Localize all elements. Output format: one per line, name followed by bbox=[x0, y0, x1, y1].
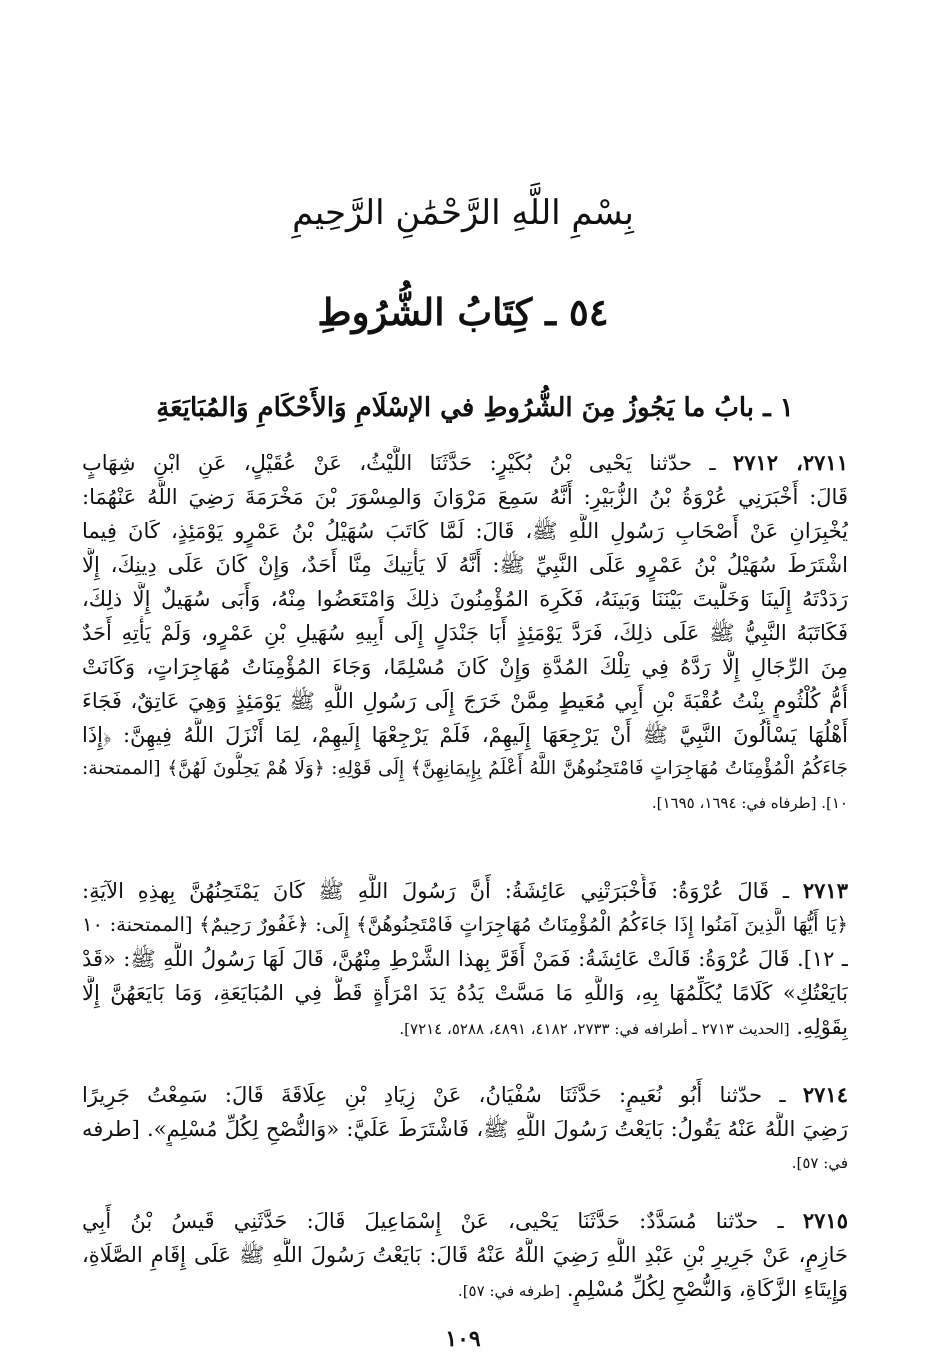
text-line: ﴿يَا أَيُّهَا الَّذِينَ آمَنُوا إِذَا جَاءَكُمُ الْمُؤْمِنَاتُ مُهَاجِرَاتٍ فَامْتَحِنُوهُنَّ﴾ إِلَى: ﴿غَفُورٌ رَحِيمٌ﴾ [الممتحنة: ١٠ bbox=[82, 913, 848, 936]
hadith-number: ٢٧١٥ bbox=[802, 1208, 848, 1233]
text-line: اشْتَرَطَ سُهَيْلُ بْنُ عَمْرٍو عَلَى النَّبِيِّ ﷺ: أَنَّهُ لَا يَأْتِيكَ مِنَّا أَحَدٌ، وَإِنْ كَانَ عَلَى دِينِكَ، إِلَّا bbox=[82, 553, 848, 577]
text-line: وَإِيتَاءِ الزَّكَاةِ، وَالنُّصْحِ لِكُلِّ مُسْلِمٍ. [طرفه في: ٥٧]. bbox=[457, 1277, 848, 1301]
text-line: أُمُّ كُلْثُومٍ بِنْتُ عُقْبَةَ بْنِ أَبِي مُعَيطٍ مِمَّنْ خَرَجَ إِلَى رَسُولِ اللَّهِ ﷺ يَوْمَئِذٍ وَهِيَ عَاتِقٌ، فَجَاءَ bbox=[82, 689, 848, 713]
text-line: ٢٧١٥ ـ حدّثنا مُسَدَّدٌ: حَدَّثَنَا يَحْيى، عَنْ إِسْمَاعِيلَ قَالَ: حَدَّثَنِي قَيسُ بْنُ أَبِي bbox=[82, 1208, 848, 1233]
text-line: أَهْلُهَا يَسْأَلُونَ النَّبِيَّ ﷺ أَنْ يَرْجِعَهَا إِلَيهِمْ، فَلَمْ يَرْجِعْهَا إِلَيهِمْ، لِمَا أَنْزَلَ اللَّهُ فِيهِنَّ: ﴿إِذَا bbox=[82, 723, 848, 747]
hadith-number: ٢٧١٤ bbox=[802, 1082, 848, 1107]
reference-note: في: ٥٧]. bbox=[791, 1154, 848, 1172]
hadith-2711-2712 bbox=[82, 446, 848, 820]
reference-note: [طرفه في: ٥٧]. bbox=[457, 1282, 561, 1300]
text-line: ٢٧١٤ ـ حدّثنا أَبُو نُعَيمٍ: حَدَّثَنَا سُفْيَانُ، عَنْ زِيَادِ بْنِ عِلَاقَةَ قَالَ: سَمِعْتُ جَرِيرًا bbox=[82, 1082, 848, 1107]
text-line: رَضِيَ اللَّهُ عَنْهُ يَقُولُ: بَايَعْتُ رَسُولَ اللَّهِ ﷺ، فَاشْتَرَطَ عَلَيَّ: «وَالنُّصْحِ لِكُلِّ مُسْلِمٍ». [طرفه bbox=[82, 1117, 848, 1141]
reference-note: [الحديث ٢٧١٣ ـ أطرافه في: ٢٧٣٣، ٤١٨٢، ٤٨٩١، ٥٢٨٨، ٧٢١٤]. bbox=[399, 1020, 790, 1038]
text-line: قَالَ: أَخْبَرَنِي عُرْوَةُ بْنُ الزُّبَيْرِ: أَنَّهُ سَمِعَ مَرْوَانَ وَالمِسْوَرَ بْنَ مَخْرَمَةَ رَضِيَ اللَّهُ عَنْهُمَا: bbox=[82, 485, 848, 509]
hadith-number: ٢٧١١، ٢٧١٢ bbox=[732, 450, 848, 475]
hadith-2714 bbox=[82, 1078, 848, 1180]
text-line: فَكَاتَبَهُ النَّبِيُّ ﷺ عَلَى ذلِكَ، فَرَدَّ يَوْمَئِذٍ أَبَا جَنْدَلٍ إِلَى أَبِيهِ سُهَيلِ بْنِ عَمْرٍو، وَلَمْ يَأْتِهِ أَحَدٌ bbox=[82, 621, 848, 645]
text-line: بِقَوْلِهِ. [الحديث ٢٧١٣ ـ أطرافه في: ٢٧٣٣، ٤١٨٢، ٤٨٩١، ٥٢٨٨، ٧٢١٤]. bbox=[399, 1015, 848, 1039]
hadith-2715 bbox=[82, 1204, 848, 1306]
section-title: ١ ـ بابُ ما يَجُوزُ مِنَ الشُّرُوطِ في الإسْلَامِ وَالأَحْكَامِ وَالمُبَايَعَةِ bbox=[156, 393, 794, 423]
text-line: ٢٧١٣ ـ قَالَ عُرْوَةُ: فَأَخْبَرَتْنِي عَائِشَةُ: أَنَّ رَسُولَ اللَّهِ ﷺ كَانَ يَمْتَحِنُهُنَّ بِهذِهِ الآيَةِ: bbox=[82, 878, 848, 903]
hadith-2713 bbox=[82, 874, 848, 1044]
basmala: بِسْمِ اللَّهِ الرَّحْمَٰنِ الرَّحِيمِ bbox=[292, 193, 634, 233]
text-line: حَازِمٍ، عَنْ جَرِيرِ بْنِ عَبْدِ اللَّهِ رَضِيَ اللَّهُ عَنْهُ قَالَ: بَايَعْتُ رَسُولَ اللَّهِ ﷺ عَلَى إِقَامِ الصَّلَاةِ، bbox=[82, 1243, 848, 1267]
chapter-title: ٥٤ ـ كِتَابُ الشُّرُوطِ bbox=[317, 290, 609, 334]
text-line: بَايَعْتُكِ» كَلَامًا يُكَلِّمُهَا بِهِ، وَاللَّهِ مَا مَسَّتْ يَدُهُ يَدَ امْرَأَةٍ قَطُّ فِي المُبَايَعَةِ، وَمَا بَايَعَهُنَّ إِلَّا bbox=[82, 981, 848, 1005]
text-line: ـ ١٢]. قَالَ عُرْوَةُ: قَالَتْ عَائِشَةُ: فَمَنْ أَقَرَّ بِهذا الشَّرْطِ مِنْهُنَّ، قَالَ لَهَا رَسُولُ اللَّهِ ﷺ: «قَدْ bbox=[82, 947, 848, 971]
reference-note: ١٠]. [طرفاه في: ١٦٩٤، ١٦٩٥]. bbox=[651, 794, 848, 812]
hadith-number: ٢٧١٣ bbox=[802, 878, 848, 903]
text-line: رَدَدْتَهُ إِلَينَا وَخَلَّيتَ بَيْنَنَا وَبَينَهُ، فَكَرِهَ المُؤْمِنُونَ ذلِكَ وَامْتَعَضُوا مِنْهُ، وَأَبَى سُهَيلٌ إِلَّا ذلِكَ، bbox=[82, 587, 848, 611]
text-line: مِنَ الرِّجَالِ إِلَّا رَدَّهُ فِي تِلْكَ المُدَّةِ وَإِنْ كَانَ مُسْلِمًا، وَجَاءَ المُؤْمِنَاتُ مُهَاجِرَاتٍ، وَكَانَتْ bbox=[82, 655, 848, 679]
text-line: جَاءَكُمُ الْمُؤْمِنَاتُ مُهَاجِرَاتٍ فَامْتَحِنُوهُنَّ اللَّهُ أَعْلَمُ بِإِيمَانِهِنَّ﴾ إِلَى قَوْلِهِ: ﴿وَلَا هُمْ يَحِلُّونَ لَهُنَّ﴾ [الممتحنة: bbox=[82, 758, 848, 779]
text-line: ٢٧١١، ٢٧١٢ ـ حدّثنا يَحْيى بْنُ بُكَيْرٍ: حَدَّثَنَا اللَّيْثُ، عَنْ عُقَيْلٍ، عَنِ ابْنِ شِهَابٍ bbox=[82, 450, 848, 475]
page-number: ١٠٩ bbox=[445, 1326, 481, 1352]
text-line: يُخْبِرَانِ عَنْ أَصْحَابِ رَسُولِ اللَّهِ ﷺ، قَالَ: لَمَّا كَاتَبَ سُهَيْلُ بْنُ عَمْرٍو يَوْمَئِذٍ، كَانَ فِيما bbox=[82, 519, 848, 543]
